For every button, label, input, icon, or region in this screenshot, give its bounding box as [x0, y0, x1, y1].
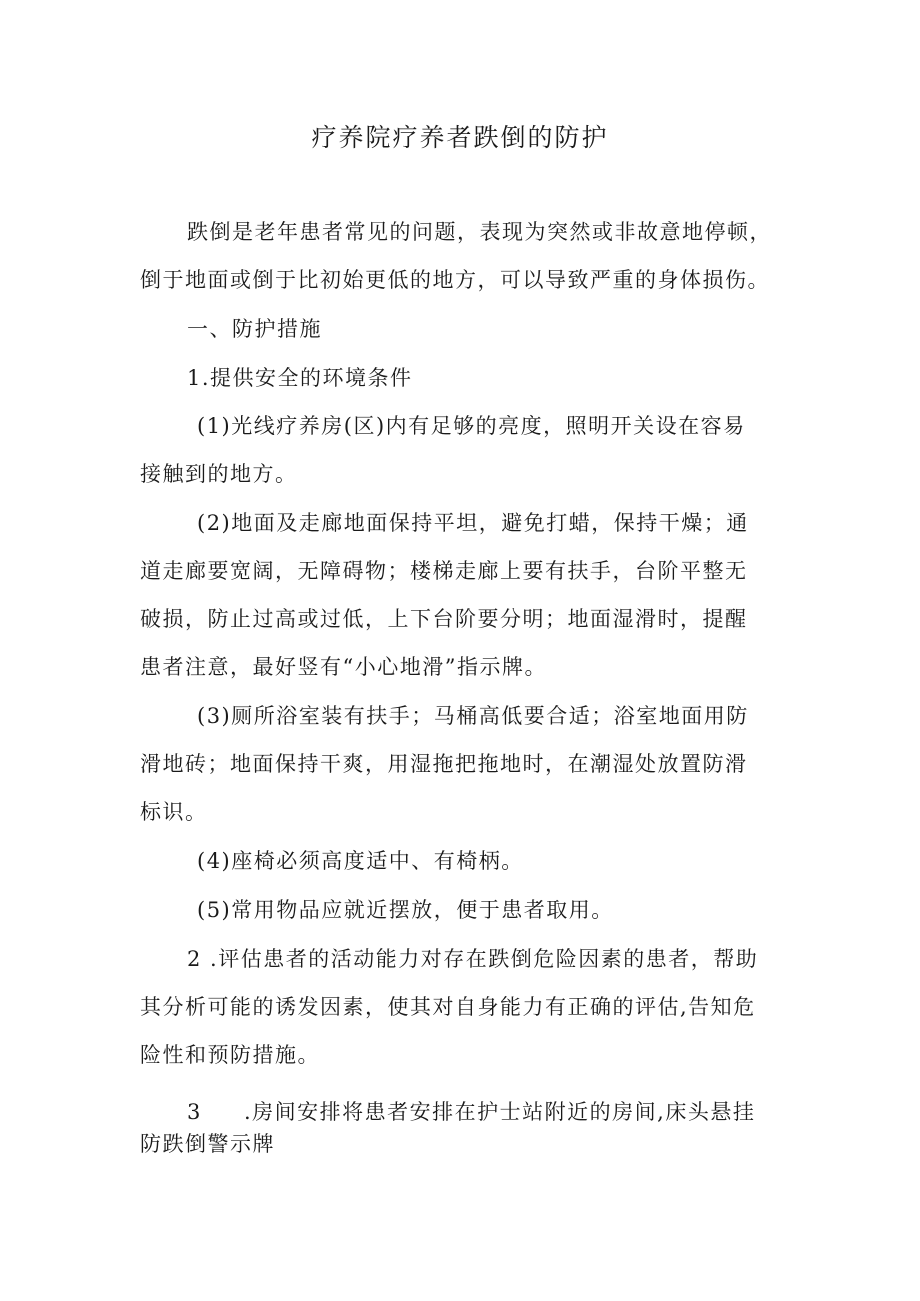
item-2-line-2: 其分析可能的诱发因素，使其对自身能力有正确的评估,告知危: [140, 995, 756, 1019]
item-1-p4-line-1: (4)座椅必须高度适中、有椅柄。: [197, 849, 524, 873]
item-1-p2-line-2: 道走廊要宽阔，无障碍物；楼梯走廊上要有扶手，台阶平整无: [140, 559, 748, 583]
item-2-line-3: 险性和预防措施。: [140, 1043, 320, 1067]
item-3-number: 3: [187, 1100, 202, 1124]
item-1-p1-line-2: 接触到的地方。: [140, 462, 298, 486]
item-1-p1-line-1: (1)光线疗养房(区)内有足够的亮度，照明开关设在容易: [197, 414, 746, 438]
item-1-p2-line-1: (2)地面及走廊地面保持平坦，避免打蜡，保持干燥；通: [197, 511, 749, 535]
item-2-line-1: 2 .评估患者的活动能力对存在跌倒危险因素的患者，帮助: [187, 947, 759, 971]
item-3-line-2: 防跌倒警示牌: [140, 1132, 275, 1156]
item-1-p5-line-1: (5)常用物品应就近摆放，便于患者取用。: [197, 898, 614, 922]
item-1-p3-line-2: 滑地砖；地面保持干爽，用湿拖把拖地时，在潮湿处放置防滑: [140, 752, 748, 776]
intro-line-1: 跌倒是老年患者常见的问题，表现为突然或非故意地停顿，: [187, 220, 772, 244]
document-title: 疗养院疗养者跌倒的防护: [311, 123, 609, 152]
intro-line-2: 倒于地面或倒于比初始更低的地方，可以导致严重的身体损伤。: [140, 268, 770, 292]
section-heading-protection-measures: 一、防护措施: [187, 317, 322, 341]
item-1-p2-line-4: 患者注意，最好竖有“小心地滑”指示牌。: [140, 655, 547, 679]
item-1-p3-line-3: 标识。: [140, 800, 208, 824]
item-1-p3-line-1: (3)厕所浴室装有扶手；马桶高低要合适；浴室地面用防: [197, 704, 749, 728]
item-1-p2-line-3: 破损，防止过高或过低，上下台阶要分明；地面湿滑时，提醒: [140, 607, 748, 631]
item-3-line-1: .房间安排将患者安排在护士站附近的房间,床头悬挂: [244, 1100, 756, 1124]
item-1-heading: 1.提供安全的环境条件: [187, 366, 413, 390]
